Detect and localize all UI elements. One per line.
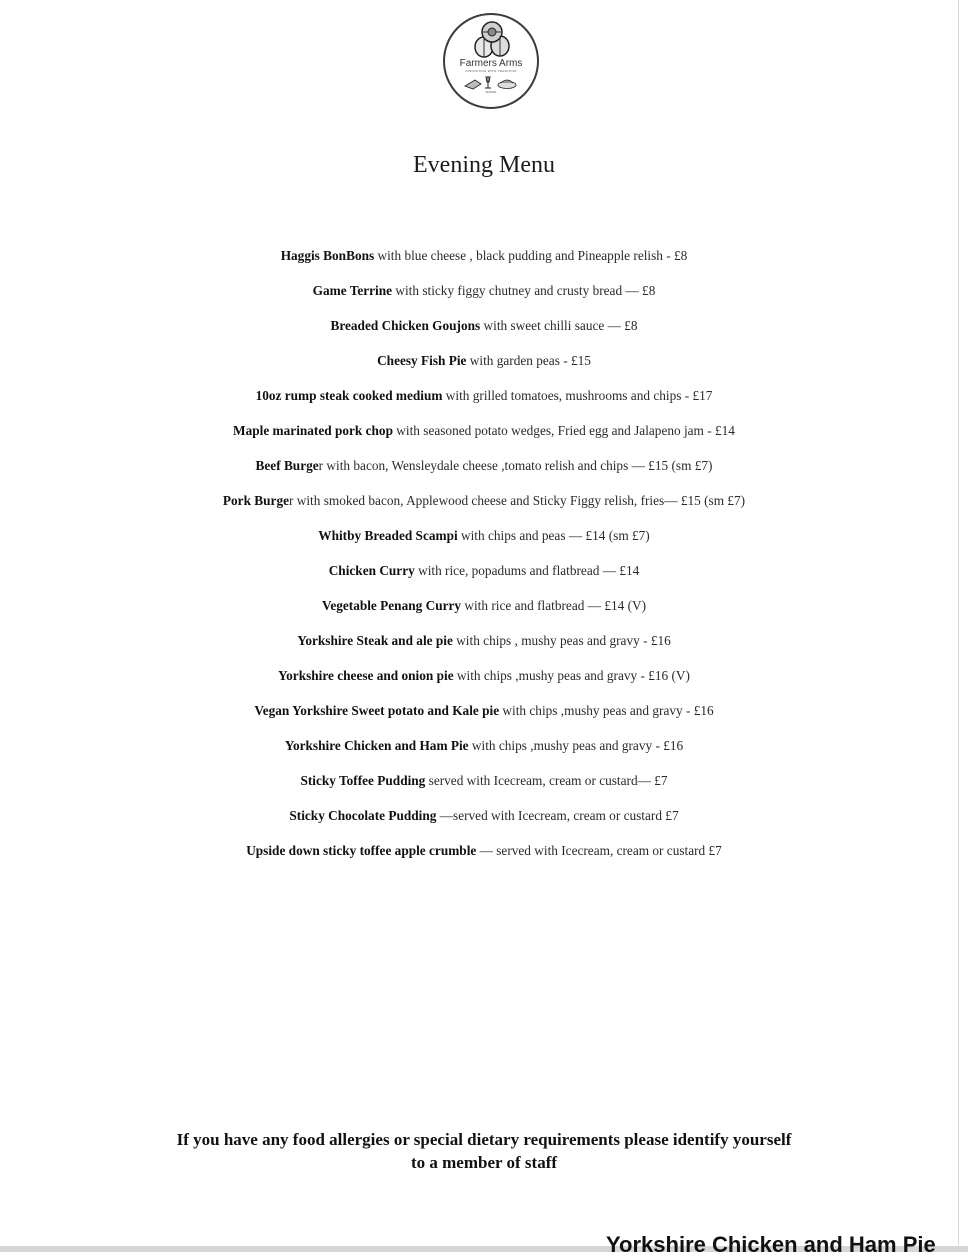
food-drinks-icon (461, 74, 521, 90)
page-title: Evening Menu (413, 152, 555, 178)
menu-item (0, 805, 968, 840)
menu-item (0, 385, 968, 420)
menu-item-name: Game Terrine (312, 283, 393, 298)
logo-tagline: INNOVATING WITH TRADITION (465, 69, 517, 73)
next-page-peek (0, 1232, 968, 1257)
menu-item-name: Breaded Chicken Goujons (330, 318, 481, 333)
menu-item-name: Chicken Curry (328, 563, 415, 578)
barrels-icon (471, 21, 511, 59)
menu-item (0, 630, 968, 665)
menu-item-description: with chips ,mushy peas and gravy - £16 (468, 738, 684, 753)
menu-item-description: with sticky figgy chutney and crusty bread — £8 (392, 283, 656, 298)
menu-item-name: Vegan Yorkshire Sweet potato and Kale pie (254, 703, 500, 718)
menu-item-description: with chips , mushy peas and gravy - £16 (452, 633, 671, 648)
menu-item-name: Pork Burge (222, 493, 289, 508)
menu-item-description: r with bacon, Wensleydale cheese ,tomato relish and chips — £15 (sm £7) (318, 458, 713, 473)
menu-item (0, 420, 968, 455)
allergy-notice-line-1: If you have any food allergies or special dietary requirements please identify yourself (176, 1130, 792, 1149)
menu-item (0, 770, 968, 805)
menu-item-description: — served with Icecream, cream or custard £7 (476, 843, 722, 858)
menu-item-description: with chips ,mushy peas and gravy - £16 (499, 703, 714, 718)
menu-item-description: with chips ,mushy peas and gravy - £16 (V) (453, 668, 690, 683)
menu-item-name: Beef Burge (255, 458, 319, 473)
menu-item-name: Maple marinated pork chop (233, 423, 393, 438)
menu-item-name: Haggis BonBons (280, 248, 375, 263)
menu-item-description: with sweet chilli sauce — £8 (480, 318, 638, 333)
menu-item-name: Vegetable Penang Curry (321, 598, 462, 613)
menu-item-name: Upside down sticky toffee apple crumble (246, 843, 477, 858)
menu-item-description: served with Icecream, cream or custard— £7 (425, 773, 668, 788)
menu-item (0, 595, 968, 630)
menu-item (0, 700, 968, 735)
menu-item-name: 10oz rump steak cooked medium (255, 388, 443, 403)
allergy-notice-line-2: to a member of staff (410, 1153, 558, 1172)
logo-brand-name: Farmers Arms (459, 58, 523, 69)
farmers-arms-logo (443, 13, 539, 109)
menu-item-name: Yorkshire cheese and onion pie (278, 668, 454, 683)
menu-item-description: with garden peas - £15 (466, 353, 591, 368)
menu-item (0, 840, 968, 875)
menu-item-name: Cheesy Fish Pie (377, 353, 467, 368)
menu-item-name: Yorkshire Steak and ale pie (297, 633, 453, 648)
menu-item-description: with rice and flatbread — £14 (V) (461, 598, 647, 613)
menu-item (0, 560, 968, 595)
menu-item-name: Yorkshire Chicken and Ham Pie (284, 738, 469, 753)
menu-item (0, 525, 968, 560)
menu-item (0, 735, 968, 770)
menu-item (0, 665, 968, 700)
menu-item-name: Sticky Chocolate Pudding (289, 808, 437, 823)
menu-list (0, 245, 968, 875)
logo-footer-text: MUKER (485, 90, 497, 94)
menu-item-name: Sticky Toffee Pudding (300, 773, 426, 788)
menu-item (0, 315, 968, 350)
menu-item (0, 455, 968, 490)
menu-item (0, 490, 968, 525)
menu-item-description: r with smoked bacon, Applewood cheese and Sticky Figgy relish, fries— £15 (sm £7) (289, 493, 746, 508)
menu-item-name: Whitby Breaded Scampi (318, 528, 458, 543)
menu-item-description: with blue cheese , black pudding and Pineapple relish - £8 (374, 248, 688, 263)
menu-item-description: —served with Icecream, cream or custard £7 (436, 808, 679, 823)
next-page-peek-text: Yorkshire Chicken and Ham Pie (606, 1232, 936, 1257)
menu-item-description: with chips and peas — £14 (sm £7) (457, 528, 650, 543)
menu-item (0, 280, 968, 315)
menu-item-description: with rice, popadums and flatbread — £14 (414, 563, 640, 578)
menu-item (0, 350, 968, 385)
menu-item-description: with seasoned potato wedges, Fried egg and Jalapeno jam - £14 (392, 423, 735, 438)
menu-item-description: with grilled tomatoes, mushrooms and chips - £17 (442, 388, 713, 403)
allergy-notice (0, 1128, 968, 1174)
menu-item (0, 245, 968, 280)
